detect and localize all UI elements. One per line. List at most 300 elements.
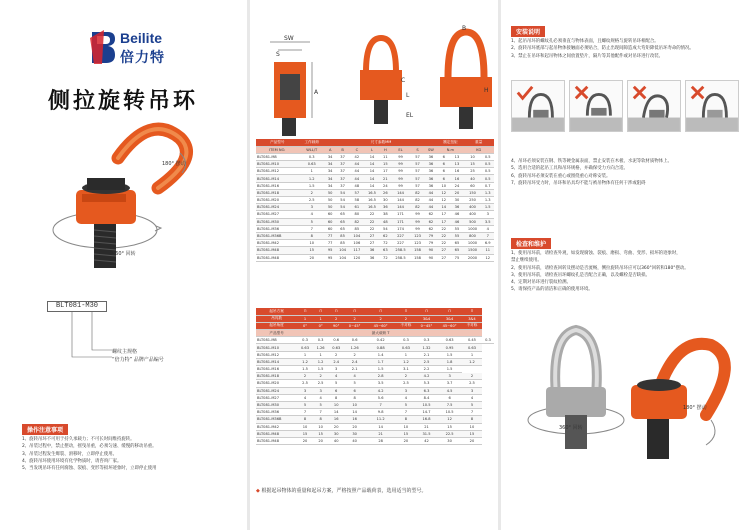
table-cell: 62	[380, 232, 391, 239]
table-cell: 14	[364, 168, 380, 175]
table-cell: 28	[365, 437, 396, 444]
table-cell: 1.4	[365, 351, 396, 358]
table-row	[256, 394, 494, 401]
load-head-cell: 45~60°	[365, 322, 396, 329]
table-cell: 15	[396, 430, 416, 437]
model-note-brand: “倍力特” 品牌产品编号	[112, 357, 164, 363]
swing-caption: 180° 摆动	[162, 161, 186, 167]
model-note	[112, 348, 164, 364]
lift-config-icon: ⊓	[319, 309, 323, 314]
table-cell: 5	[313, 401, 329, 408]
table-cell: 16.5	[364, 197, 380, 204]
table-cell: 12	[437, 197, 450, 204]
table-cell: 1	[297, 351, 313, 358]
spec-head-weight: 重量	[464, 139, 494, 146]
table-cell: 2.5	[297, 380, 313, 387]
table-cell: 34	[325, 161, 336, 168]
table-cell: 57	[410, 153, 424, 160]
table-cell: 22	[364, 218, 380, 225]
table-cell: 150	[464, 189, 482, 196]
table-cell: 2.5	[396, 380, 416, 387]
load-head-cell: 1	[313, 315, 329, 322]
table-row	[256, 189, 494, 196]
dim-label-b: B	[462, 25, 467, 32]
install-heading: 安装说明	[511, 26, 545, 37]
table-cell: 0.5	[481, 161, 494, 168]
table-cell: 20	[328, 423, 344, 430]
lift-config-icon: ⊓	[404, 309, 408, 314]
table-cell: 36	[450, 204, 463, 211]
spec-head-wll: 工作载荷	[299, 139, 325, 146]
table-cell: BLT081-M48	[256, 254, 299, 261]
table-cell: 2.4	[328, 358, 344, 365]
install-list-top	[511, 38, 694, 60]
load-head-cell	[297, 308, 313, 315]
table-cell: 2000	[464, 254, 482, 261]
table-row	[256, 351, 494, 358]
table-cell: 36	[380, 204, 391, 211]
install-example-wrong-2	[627, 80, 681, 132]
load-head-cell: 2	[365, 315, 396, 322]
table-cell: BLT081-M36	[256, 409, 297, 416]
table-cell: 99	[391, 168, 411, 175]
table-cell: 31.5	[416, 430, 437, 437]
spec-table-body	[256, 153, 494, 261]
table-cell: 21	[380, 175, 391, 182]
table-cell: 36	[364, 254, 380, 261]
load-head-cell: 吊具数	[256, 315, 297, 322]
table-cell: 40	[328, 437, 344, 444]
check-item: 1、使用吊环前，请检查外观，如发现腐蚀、裂痕、磨损、弯曲、变形、损坏的迹象时，	[511, 251, 681, 256]
table-cell: 1.2	[297, 358, 313, 365]
check-icon	[518, 87, 532, 99]
table-cell: 3	[328, 366, 344, 373]
table-cell: 10.5	[416, 401, 437, 408]
table-cell: 16	[328, 416, 344, 423]
table-cell: BLT081-M18	[256, 189, 299, 196]
table-cell: BLT081-M16	[256, 182, 299, 189]
table-cell: 65	[450, 240, 463, 247]
ops-list	[22, 436, 157, 472]
table-cell: 20	[462, 437, 482, 444]
table-cell: 258.5	[391, 254, 411, 261]
table-cell: 5	[299, 218, 325, 225]
load-head-cell	[462, 308, 482, 315]
table-cell: 9.8	[365, 409, 396, 416]
load-head-cell	[437, 330, 462, 337]
table-cell: 38	[380, 211, 391, 218]
table-cell: 2.4	[344, 358, 365, 365]
swing-caption-2: 180° 摆动	[683, 405, 707, 411]
ops-item: 4、旋转吊环使用环境有化学物质时，请咨询厂家。	[22, 458, 122, 464]
model-code: BLT081-M30	[47, 301, 107, 312]
table-cell: 95	[325, 247, 336, 254]
table-cell: 62	[425, 218, 438, 225]
spec-subheader-cell: ITEM NO.	[256, 146, 299, 153]
table-cell: BLT081-M30	[256, 401, 297, 408]
table-cell: 20	[396, 437, 416, 444]
table-cell: 99	[391, 153, 411, 160]
dim-label-s: S	[276, 51, 280, 58]
table-cell: 8	[299, 232, 325, 239]
spec-subheader-row	[256, 146, 494, 153]
table-cell: 60	[464, 182, 482, 189]
table-cell: 79	[425, 240, 438, 247]
table-cell: 22	[364, 225, 380, 232]
table-cell: 61	[350, 204, 364, 211]
table-cell: 158	[410, 247, 424, 254]
table-cell: 3.1	[396, 366, 416, 373]
table-cell: 26	[380, 189, 391, 196]
load-head-cell	[462, 330, 482, 337]
table-cell: 0.3	[482, 337, 494, 344]
table-cell: 3.5	[365, 380, 396, 387]
table-cell: 1	[462, 351, 482, 358]
table-cell: 1.26	[344, 344, 365, 351]
spec-subheader-cell: KG	[464, 146, 494, 153]
table-cell: 4	[396, 394, 416, 401]
table-cell: 50	[325, 197, 336, 204]
table-row	[256, 337, 494, 344]
table-cell: 24	[450, 182, 463, 189]
table-cell: 1.8	[437, 358, 462, 365]
table-cell: 13	[450, 153, 463, 160]
table-cell: 60	[325, 218, 336, 225]
table-cell: 171	[391, 218, 411, 225]
table-cell: 22	[437, 225, 450, 232]
table-cell: 1.5	[437, 351, 462, 358]
table-cell: BLT081-M20	[256, 197, 299, 204]
load-head-row	[256, 330, 494, 337]
table-cell: 1000	[464, 240, 482, 247]
table-cell: 2.5	[416, 358, 437, 365]
table-row	[256, 373, 494, 380]
table-cell: 54	[335, 204, 349, 211]
table-cell: 15	[437, 423, 462, 430]
table-cell: 17	[437, 211, 450, 218]
table-cell: 15	[380, 161, 391, 168]
table-cell: 4	[344, 373, 365, 380]
table-cell: 2	[313, 373, 329, 380]
load-head-cell	[313, 308, 329, 315]
install-item: 5、选用合适的起吊工具和吊环规格，并确保受力方向合适。	[511, 166, 628, 172]
table-cell: 77	[325, 232, 336, 239]
table-cell: 123	[410, 240, 424, 247]
table-cell: 36	[364, 247, 380, 254]
table-cell: 27	[364, 240, 380, 247]
table-cell: 34	[325, 182, 336, 189]
table-cell: BLT081-M48	[256, 430, 297, 437]
load-head-cell	[416, 308, 437, 315]
table-cell: BLT081-M24	[256, 387, 297, 394]
footnote-text: 根据起吊物体的重量和起吊方案，严格按照产品载荷表，选用适当的型号。	[261, 488, 427, 494]
table-cell: 3	[481, 211, 494, 218]
rotate-caption-2: 360° 回转	[559, 425, 583, 431]
install-item: 4、吊环必须安装在钢、铁等硬金属表面，禁止安装在木板、水泥等软材质物体上。	[511, 159, 672, 164]
load-head-cell: 3&4	[462, 315, 482, 322]
table-cell: 0.42	[365, 337, 396, 344]
load-head-cell: 最大载荷 T	[365, 330, 396, 337]
load-head-cell: 起吊角度	[256, 322, 297, 329]
table-cell: 14	[364, 161, 380, 168]
table-cell: 7	[299, 225, 325, 232]
table-row	[256, 366, 494, 373]
table-cell: 123	[410, 232, 424, 239]
table-cell: 4	[462, 394, 482, 401]
brand-name-cn: 倍力特	[120, 50, 165, 66]
load-table	[256, 308, 494, 445]
load-head-row	[256, 315, 494, 322]
table-cell: 10	[437, 182, 450, 189]
load-table-body	[256, 337, 494, 445]
table-cell: 144	[391, 189, 411, 196]
table-cell: BLT081-M27	[256, 394, 297, 401]
table-cell: BLT081-M48	[256, 437, 297, 444]
table-cell: 36	[425, 168, 438, 175]
table-cell: 34	[325, 175, 336, 182]
table-cell: 30	[328, 430, 344, 437]
table-cell: 2	[462, 373, 482, 380]
load-head-row	[256, 308, 494, 315]
table-cell: 11.2	[365, 416, 396, 423]
table-cell: 99	[410, 218, 424, 225]
table-cell: 1.5	[297, 366, 313, 373]
table-cell: BLT081-M48	[256, 247, 299, 254]
load-head-cell: 2	[396, 315, 416, 322]
table-cell: 82	[410, 197, 424, 204]
load-head-cell	[416, 330, 437, 337]
table-cell: BLT081-M18	[256, 373, 297, 380]
table-cell: 99	[391, 175, 411, 182]
install-examples	[511, 80, 741, 132]
table-cell: 1.2	[462, 358, 482, 365]
install-item: 6、旋转吊环必须安装在重心或围绕重心对称安装。	[511, 173, 611, 179]
lift-config-icon: ⊓	[303, 309, 307, 314]
table-cell: 2	[299, 189, 325, 196]
table-cell: 10	[297, 423, 313, 430]
table-cell: 14	[344, 409, 365, 416]
table-cell: 99	[410, 225, 424, 232]
table-cell: 54	[335, 189, 349, 196]
table-cell: 37	[335, 182, 349, 189]
spec-subheader-cell: EL	[391, 146, 411, 153]
table-cell: 30	[437, 437, 462, 444]
table-cell: 17	[380, 168, 391, 175]
table-cell: 0.45	[462, 337, 482, 344]
table-cell: 0.3	[297, 337, 313, 344]
table-row	[256, 344, 494, 351]
table-cell: 27	[437, 247, 450, 254]
table-row	[256, 358, 494, 365]
table-cell: 400	[464, 204, 482, 211]
table-cell: 16	[450, 175, 463, 182]
load-head-cell	[396, 330, 416, 337]
install-item: 1、起吊吊环的螺纹孔必须垂直与物体表面，且螺纹规格与旋转吊环相配合。	[511, 39, 659, 44]
table-cell: 1	[396, 351, 416, 358]
table-cell: 72	[380, 254, 391, 261]
table-cell: 1.26	[313, 344, 329, 351]
table-cell: BLT081-M10	[256, 161, 299, 168]
table-cell: 2	[344, 351, 365, 358]
table-row	[256, 240, 494, 247]
table-cell: 57	[350, 189, 364, 196]
table-cell: 0.6	[344, 337, 365, 344]
table-cell: 65	[335, 218, 349, 225]
table-cell: 8	[344, 394, 365, 401]
table-cell: 13	[450, 161, 463, 168]
page-cover	[0, 0, 247, 530]
table-cell: 5.6	[365, 394, 396, 401]
table-cell: 8.4	[416, 394, 437, 401]
table-cell: 7.5	[437, 401, 462, 408]
table-cell: 30	[450, 197, 463, 204]
table-cell: 0.63	[396, 344, 416, 351]
install-example-wrong-3	[685, 80, 739, 132]
table-cell: 8	[396, 416, 416, 423]
brand-logo	[88, 28, 228, 68]
table-cell: 22.5	[437, 430, 462, 437]
table-cell: 55	[450, 225, 463, 232]
table-cell: 1	[313, 351, 329, 358]
table-cell: 58	[350, 197, 364, 204]
table-row	[256, 182, 494, 189]
install-example-wrong-1	[569, 80, 623, 132]
table-cell: 7	[365, 401, 396, 408]
install-item: 7、旋转吊环受力时，吊环和吊具均不能与被吊物体有任何干涉或阻碍	[511, 180, 646, 186]
table-row	[256, 232, 494, 239]
page-specs	[250, 0, 498, 530]
table-cell: 44	[350, 161, 364, 168]
table-row	[256, 168, 494, 175]
table-cell: BLT081-M36	[256, 225, 299, 232]
table-cell: 6.3	[416, 387, 437, 394]
table-cell: 2.5	[462, 380, 482, 387]
table-cell: 12	[437, 416, 462, 423]
table-cell: 0.5	[481, 153, 494, 160]
table-cell: 14	[364, 175, 380, 182]
table-cell: 16.8	[416, 416, 437, 423]
table-cell: 27	[437, 254, 450, 261]
table-cell: 99	[391, 182, 411, 189]
footnote	[256, 487, 426, 494]
check-item: 2、使用吊环前，请检查回转及摆动是否流畅，侧拉旋转吊环应可以360°回转和180°摆动。	[511, 265, 689, 271]
warning-icon: ◆	[256, 488, 262, 494]
table-cell: 8	[297, 416, 313, 423]
table-cell: 14	[364, 153, 380, 160]
table-cell: 3	[299, 204, 325, 211]
table-row	[256, 175, 494, 182]
dim-label-a: A	[314, 89, 319, 96]
dim-label-sw: SW	[284, 35, 294, 42]
table-cell: 40	[464, 175, 482, 182]
table-cell: 10	[299, 240, 325, 247]
spec-subheader-cell: SW	[425, 146, 438, 153]
table-cell: 3.5	[481, 218, 494, 225]
dim-label-h: H	[484, 87, 489, 94]
table-cell: 3	[462, 387, 482, 394]
table-cell: 144	[391, 197, 411, 204]
table-cell: 104	[335, 247, 349, 254]
table-cell: 16	[344, 416, 365, 423]
table-row	[256, 409, 494, 416]
table-cell: 63	[380, 247, 391, 254]
load-head-row	[256, 322, 494, 329]
cross-icon	[576, 87, 588, 99]
table-cell: 6	[437, 153, 450, 160]
table-cell: 5	[462, 401, 482, 408]
load-head-cell	[344, 330, 365, 337]
table-row	[256, 254, 494, 261]
table-cell: 117	[350, 247, 364, 254]
load-head-cell	[328, 308, 344, 315]
spec-table	[256, 139, 494, 262]
load-head-cell: 0~45°	[416, 322, 437, 329]
table-cell: 2	[328, 351, 344, 358]
load-head-cell	[328, 330, 344, 337]
table-cell: 0.3	[299, 153, 325, 160]
load-head-cell: 起吊方案	[256, 308, 297, 315]
table-cell: 500	[464, 218, 482, 225]
dimension-drawing	[256, 22, 492, 140]
table-cell: 62	[425, 211, 438, 218]
table-cell: 30	[380, 197, 391, 204]
table-row	[256, 153, 494, 160]
install-list-bottom	[511, 158, 672, 187]
table-cell: 22	[437, 240, 450, 247]
table-cell: BLT081-M12	[256, 351, 297, 358]
table-cell: BLT081-M14	[256, 175, 299, 182]
table-cell: 85	[335, 232, 349, 239]
table-cell: 50	[325, 189, 336, 196]
table-cell: 37	[335, 153, 349, 160]
table-cell: 10	[464, 153, 482, 160]
table-cell: 1.2	[396, 358, 416, 365]
check-heading: 检查和维护	[511, 238, 551, 249]
table-cell: 400	[464, 211, 482, 218]
table-cell: 10	[396, 423, 416, 430]
table-cell: 1.3	[481, 197, 494, 204]
table-cell: 4.2	[365, 387, 396, 394]
table-cell: 0.63	[328, 344, 344, 351]
table-cell: 14.7	[416, 409, 437, 416]
spec-subheader-cell: WLL/T	[299, 146, 325, 153]
lift-config-icon: ⊓	[425, 309, 428, 314]
table-cell: 0.3	[416, 337, 437, 344]
table-cell: 79	[425, 232, 438, 239]
table-cell: 258.5	[391, 247, 411, 254]
table-cell: 65	[335, 211, 349, 218]
table-cell: 800	[464, 232, 482, 239]
table-cell: 6	[437, 175, 450, 182]
table-cell: 10	[328, 401, 344, 408]
load-head-cell	[365, 308, 396, 315]
table-cell: 2.1	[344, 366, 365, 373]
table-cell: 1	[299, 168, 325, 175]
table-cell: 65	[450, 247, 463, 254]
check-item: 5、请保持产品的清洁和正确的使用环境。	[511, 287, 593, 293]
check-list	[511, 250, 689, 294]
table-cell: 37	[335, 175, 349, 182]
table-cell: 46	[450, 218, 463, 225]
table-cell: 21	[365, 430, 396, 437]
ops-heading: 操作注意事项	[22, 424, 68, 435]
check-item: 3、使用吊环前，请检查吊环螺纹孔是否配合正确，以及螺栓是否缺损。	[511, 272, 650, 278]
table-cell: 1.5	[299, 182, 325, 189]
spec-subheader-cell: C	[350, 146, 364, 153]
table-cell: 85	[350, 225, 364, 232]
ops-item: 5、当发现吊环有任何腐蚀、裂痕、变形等损坏迹象时，立即停止使用	[22, 466, 157, 472]
page-title: 侧拉旋转吊环	[48, 89, 199, 114]
